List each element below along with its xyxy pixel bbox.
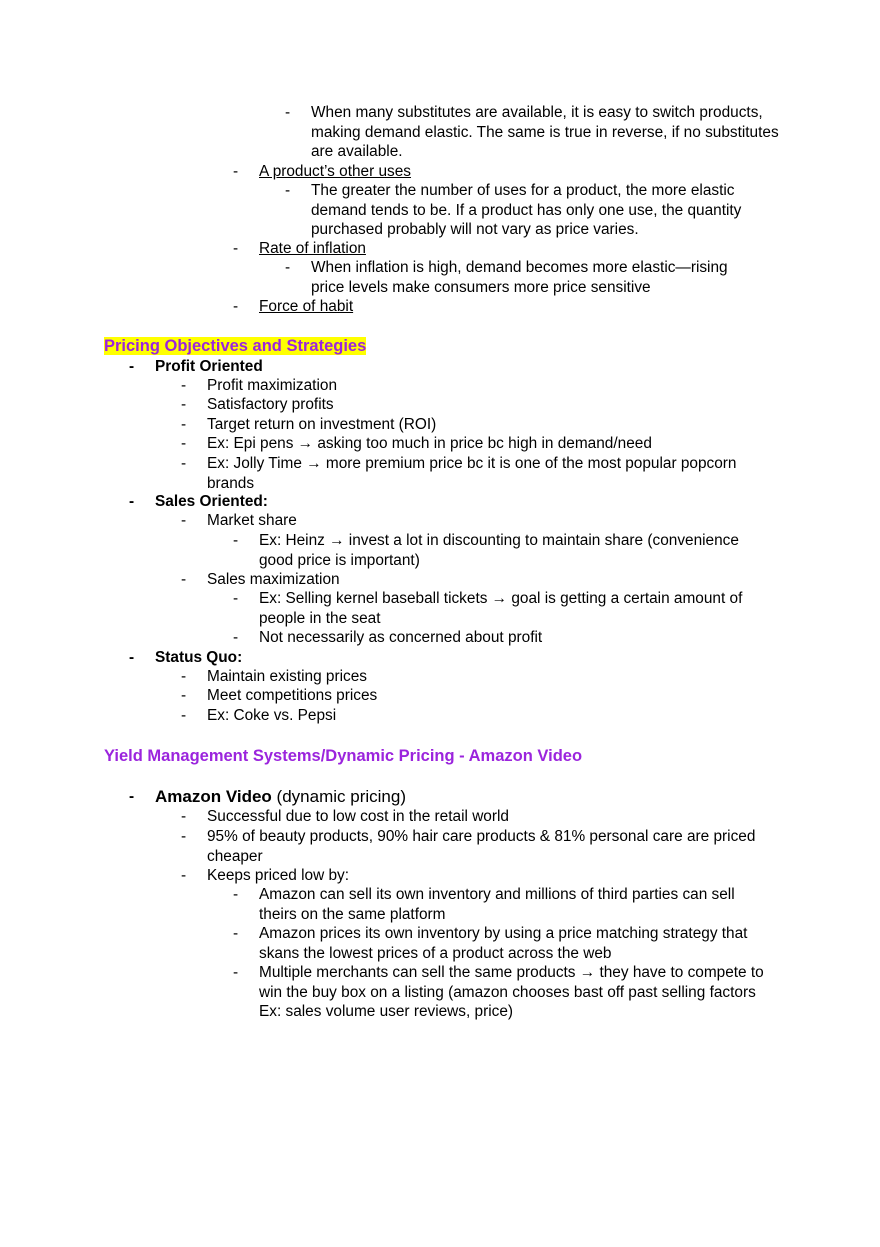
bullet-dash: - <box>181 377 187 394</box>
list-item-text <box>155 787 575 807</box>
list-item-text: Meet competitions prices <box>207 687 378 704</box>
bullet-dash: - <box>233 590 239 607</box>
list-item-text: Not necessarily as concerned about profit <box>259 629 543 646</box>
bullet-dash: - <box>181 512 187 529</box>
bullet-dash: - <box>181 571 187 588</box>
list-item-text: Ex: Jolly Time → more premium price bc it is one of the most popular popcorn brands <box>207 455 737 492</box>
bullet-dash: - <box>285 104 291 121</box>
bullet-dash: - <box>181 828 187 845</box>
bullet-dash: - <box>233 964 239 981</box>
bullet-dash: - <box>181 668 187 685</box>
bullet-dash: - <box>233 629 239 646</box>
bullet-dash: - <box>129 493 135 510</box>
section-heading <box>104 336 366 356</box>
list-item-text: Rate of inflation <box>259 240 366 257</box>
list-item-text: Multiple merchants can sell the same products → they have to compete to win the buy box on a listing (amazon chooses bast off past selling factors Ex: sales volume user reviews, price) <box>259 964 764 1020</box>
bullet-dash: - <box>181 808 187 825</box>
list-item-text: Profit maximization <box>207 377 338 394</box>
bullet-dash: - <box>181 867 187 884</box>
bullet-dash: - <box>181 396 187 413</box>
highlighted-heading-text: Pricing Objectives and Strategies <box>104 337 367 355</box>
list-item-text: Target return on investment (ROI) <box>207 416 437 433</box>
list-item-text: When inflation is high, demand becomes more elastic—rising price levels make consumers more price sensitive <box>311 259 728 296</box>
list-item-text: Successful due to low cost in the retail world <box>207 808 509 825</box>
list-item-text: Maintain existing prices <box>207 668 367 685</box>
list-item-text: Status Quo: <box>155 649 243 666</box>
bullet-dash: - <box>233 886 239 903</box>
list-item-text: 95% of beauty products, 90% hair care products & 81% personal care are priced cheaper <box>207 828 756 865</box>
bullet-dash: - <box>233 240 239 257</box>
bullet-dash: - <box>181 435 187 452</box>
list-item-text: Satisfactory profits <box>207 396 334 413</box>
amazon-video-label: Amazon Video <box>155 787 272 806</box>
bullet-dash: - <box>181 416 187 433</box>
list-item-text: Force of habit <box>259 298 354 315</box>
list-item-text: Sales maximization <box>207 571 340 588</box>
list-item-text: Market share <box>207 512 297 529</box>
bullet-dash: - <box>129 649 135 666</box>
bullet-dash: - <box>233 298 239 315</box>
list-item-text: Ex: Heinz → invest a lot in discounting to maintain share (convenience good price is important) <box>259 532 739 569</box>
list-item-text: Sales Oriented: <box>155 493 268 510</box>
bullet-dash: - <box>129 358 135 375</box>
list-item-text: Keeps priced low by: <box>207 867 350 884</box>
bullet-dash: - <box>181 687 187 704</box>
bullet-dash: - <box>233 925 239 942</box>
bullet-dash: - <box>233 163 239 180</box>
list-item-text: When many substitutes are available, it is easy to switch products, making demand elastic. The same is true in reverse, if no substitutes are available. <box>311 104 779 160</box>
bullet-dash: - <box>181 455 187 472</box>
list-item-text: Amazon can sell its own inventory and millions of third parties can sell theirs on the same platform <box>259 886 735 923</box>
list-item-text: The greater the number of uses for a product, the more elastic demand tends to be. If a product has only one use, the quantity purchased probably will not vary as price varies. <box>311 182 742 238</box>
bullet-dash: - <box>129 788 135 805</box>
bullet-dash: - <box>285 259 291 276</box>
bullet-dash: - <box>233 532 239 549</box>
list-item-text: Ex: Selling kernel baseball tickets → goal is getting a certain amount of people in the seat <box>259 590 743 627</box>
list-item-text: Ex: Epi pens → asking too much in price bc high in demand/need <box>207 435 652 452</box>
bullet-dash: - <box>285 182 291 199</box>
list-item-text: Amazon prices its own inventory by using a price matching strategy that skans the lowest prices of a product across the web <box>259 925 748 962</box>
section-heading: Yield Management Systems/Dynamic Pricing - Amazon Video <box>104 747 583 765</box>
amazon-video-note: (dynamic pricing) <box>271 787 406 806</box>
list-item-text: A product’s other uses <box>259 163 412 180</box>
bullet-dash: - <box>181 707 187 724</box>
list-item-text: Profit Oriented <box>155 358 263 375</box>
list-item-text: Ex: Coke vs. Pepsi <box>207 707 337 724</box>
